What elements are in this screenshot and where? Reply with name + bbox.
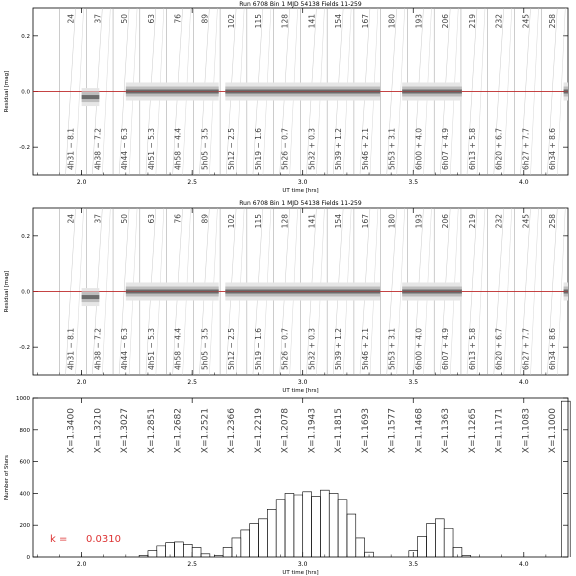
- histogram-bar: [192, 547, 201, 557]
- airmass-label: X=1.2521: [200, 408, 211, 454]
- field-number: 258: [548, 214, 558, 229]
- k-value: 0.0310: [86, 534, 121, 545]
- x-axis-label: UT time [hrs]: [282, 188, 319, 194]
- field-number: 154: [334, 214, 344, 229]
- field-coordinate: 5h12 − 2.5: [227, 127, 237, 170]
- histogram-bar: [418, 536, 427, 557]
- field-number: 206: [441, 14, 451, 29]
- field-coordinate: 5h53 + 3.1: [387, 127, 397, 170]
- field-number: 141: [307, 14, 317, 29]
- panel-1: [4, 200, 568, 394]
- y-tick-label: 0.0: [21, 289, 30, 296]
- field-number: 89: [200, 14, 210, 24]
- airmass-label: X=1.3027: [120, 408, 131, 454]
- field-number: 219: [467, 14, 477, 29]
- field-number: 206: [441, 214, 451, 229]
- field-number: 76: [173, 214, 183, 224]
- histogram-bar: [561, 401, 570, 557]
- histogram-bar: [329, 493, 338, 557]
- x-tick-label: 3.0: [297, 179, 308, 186]
- histogram-bar: [444, 528, 453, 557]
- field-coordinate: 6h00 + 4.0: [414, 327, 424, 370]
- field-coordinate: 4h51 − 5.3: [146, 127, 156, 170]
- field-coordinate: 4h58 − 4.4: [173, 127, 183, 170]
- chart-title: Run 6708 Bin 1 MJD 54138 Fields 11-259: [239, 1, 362, 8]
- y-tick-label: 1000: [16, 396, 30, 402]
- residual-band-core: [82, 295, 100, 299]
- y-axis-label: Residual [mag]: [4, 70, 10, 113]
- airmass-label: X=1.1265: [467, 408, 478, 454]
- x-tick-label: 2.5: [187, 561, 197, 568]
- airmass-label: X=1.2219: [253, 408, 264, 454]
- field-number: 115: [253, 214, 263, 229]
- field-coordinate: 4h31 − 8.1: [66, 327, 76, 370]
- airmass-label: X=1.3210: [93, 408, 104, 454]
- x-tick-label: 2.5: [187, 379, 197, 386]
- field-number: 167: [360, 214, 370, 229]
- field-number: 232: [494, 14, 504, 29]
- field-coordinate: 5h39 + 1.2: [334, 127, 344, 170]
- histogram-bar: [232, 538, 241, 557]
- panel-0: [4, 1, 568, 194]
- histogram-bar: [303, 492, 312, 557]
- y-tick-label: 0.0: [21, 89, 30, 96]
- field-number: 102: [227, 14, 237, 29]
- field-coordinate: 5h26 − 0.7: [280, 327, 290, 370]
- field-coordinate: 5h46 + 2.1: [360, 127, 370, 170]
- field-coordinate: 6h27 + 7.7: [521, 127, 531, 170]
- histogram-bar: [276, 500, 285, 557]
- x-tick-label: 2.0: [76, 379, 87, 386]
- airmass-label: X=1.1000: [548, 408, 559, 454]
- chart-title: Run 6708 Bin 1 MJD 54138 Fields 11-259: [239, 200, 362, 207]
- airmass-label: X=1.2366: [227, 408, 238, 454]
- y-axis-label: Residual [mag]: [4, 270, 10, 313]
- histogram-bar: [183, 544, 192, 557]
- histogram-bar: [338, 500, 347, 557]
- field-coordinate: 4h31 − 8.1: [66, 127, 76, 170]
- field-number: 63: [146, 14, 156, 24]
- field-number: 154: [334, 14, 344, 29]
- y-tick-label: -0.2: [19, 345, 30, 352]
- histogram-bar: [174, 542, 183, 557]
- histogram-bar: [347, 514, 356, 557]
- field-coordinate: 5h05 − 3.5: [200, 127, 210, 170]
- field-number: 193: [414, 214, 424, 229]
- field-number: 141: [307, 214, 317, 229]
- x-tick-label: 4.0: [519, 561, 529, 568]
- x-tick-label: 2.0: [76, 561, 87, 568]
- histogram-bar: [356, 538, 365, 557]
- field-number: 219: [467, 214, 477, 229]
- y-tick-label: 600: [19, 459, 30, 466]
- histogram-bar: [223, 547, 232, 557]
- field-coordinate: 6h20 + 6.7: [494, 327, 504, 370]
- field-coordinate: 5h05 − 3.5: [200, 327, 210, 370]
- field-coordinate: 4h58 − 4.4: [173, 327, 183, 370]
- field-coordinate: 5h19 − 1.6: [253, 127, 263, 170]
- airmass-label: X=1.2682: [173, 408, 184, 454]
- airmass-label: X=1.1468: [414, 408, 425, 454]
- field-number: 89: [200, 214, 210, 224]
- field-coordinate: 6h34 + 8.6: [548, 327, 558, 370]
- field-coordinate: 4h51 − 5.3: [146, 327, 156, 370]
- field-number: 245: [521, 214, 531, 229]
- x-tick-label: 3.0: [297, 379, 308, 386]
- x-tick-label: 3.5: [408, 179, 419, 186]
- x-tick-label: 4.0: [519, 379, 529, 386]
- field-coordinate: 5h12 − 2.5: [227, 327, 237, 370]
- histogram-bar: [312, 497, 321, 557]
- field-coordinate: 6h13 + 5.8: [467, 127, 477, 170]
- y-axis-label: Number of Stars: [4, 454, 10, 501]
- field-number: 128: [280, 214, 290, 229]
- field-number: 37: [93, 214, 103, 224]
- x-axis-label: UT time [hrs]: [282, 570, 319, 576]
- field-number: 128: [280, 14, 290, 29]
- x-tick-label: 2.0: [76, 179, 87, 186]
- field-coordinate: 6h27 + 7.7: [521, 327, 531, 370]
- field-number: 193: [414, 14, 424, 29]
- field-number: 167: [360, 14, 370, 29]
- field-coordinate: 6h07 + 4.9: [441, 327, 451, 370]
- field-coordinate: 6h20 + 6.7: [494, 127, 504, 170]
- histogram-bar: [320, 490, 329, 557]
- histogram-bar: [267, 509, 276, 557]
- histogram-bar: [294, 495, 303, 557]
- panel-2: [4, 396, 570, 576]
- field-coordinate: 5h26 − 0.7: [280, 127, 290, 170]
- airmass-label: X=1.1083: [521, 408, 532, 454]
- histogram-bar: [157, 546, 166, 557]
- y-tick-label: 0: [26, 555, 30, 561]
- field-number: 180: [387, 214, 397, 229]
- field-number: 180: [387, 14, 397, 29]
- field-number: 102: [227, 214, 237, 229]
- airmass-label: X=1.1815: [334, 408, 345, 454]
- field-coordinate: 4h44 − 6.3: [120, 127, 130, 170]
- airmass-label: X=1.2851: [146, 408, 157, 454]
- field-coordinate: 6h34 + 8.6: [548, 127, 558, 170]
- airmass-label: X=1.1693: [360, 408, 371, 454]
- histogram-bar: [258, 519, 267, 557]
- field-number: 24: [66, 214, 76, 224]
- airmass-label: X=1.1363: [441, 408, 452, 454]
- field-coordinate: 4h38 − 7.2: [93, 127, 103, 170]
- field-coordinate: 5h32 + 0.3: [307, 327, 317, 370]
- x-tick-label: 3.5: [408, 379, 419, 386]
- histogram-bar: [285, 493, 294, 557]
- x-axis-label: UT time [hrs]: [282, 388, 319, 394]
- histogram-bar: [148, 551, 157, 557]
- y-tick-label: 800: [19, 427, 30, 434]
- airmass-label: X=1.1171: [494, 408, 505, 454]
- x-tick-label: 3.0: [297, 561, 308, 568]
- x-tick-label: 4.0: [519, 179, 529, 186]
- y-tick-label: 200: [19, 523, 30, 530]
- field-number: 232: [494, 214, 504, 229]
- field-number: 76: [173, 14, 183, 24]
- field-number: 24: [66, 14, 76, 24]
- field-coordinate: 6h13 + 5.8: [467, 327, 477, 370]
- field-coordinate: 4h38 − 7.2: [93, 327, 103, 370]
- field-coordinate: 5h53 + 3.1: [387, 327, 397, 370]
- residual-band-core: [82, 95, 100, 99]
- y-tick-label: 0.2: [21, 33, 30, 40]
- field-coordinate: 6h07 + 4.9: [441, 127, 451, 170]
- field-number: 258: [548, 14, 558, 29]
- x-tick-label: 2.5: [187, 179, 197, 186]
- field-coordinate: 5h19 − 1.6: [253, 327, 263, 370]
- y-tick-label: 0.2: [21, 233, 30, 240]
- k-label: k =: [50, 534, 68, 545]
- airmass-label: X=1.1943: [307, 408, 318, 454]
- field-coordinate: 4h44 − 6.3: [120, 327, 130, 370]
- airmass-label: X=1.2078: [280, 408, 291, 454]
- airmass-label: X=1.3400: [66, 408, 77, 454]
- field-number: 115: [253, 14, 263, 29]
- airmass-label: X=1.1577: [387, 408, 398, 454]
- field-coordinate: 5h32 + 0.3: [307, 127, 317, 170]
- field-coordinate: 6h00 + 4.0: [414, 127, 424, 170]
- y-tick-label: 400: [19, 491, 30, 498]
- field-coordinate: 5h46 + 2.1: [360, 327, 370, 370]
- field-number: 63: [146, 214, 156, 224]
- histogram-bar: [201, 554, 210, 557]
- field-number: 50: [120, 14, 130, 24]
- histogram-bar: [250, 524, 259, 557]
- histogram-bar: [435, 519, 444, 557]
- field-number: 50: [120, 214, 130, 224]
- histogram-bar: [427, 524, 436, 557]
- histogram-bar: [241, 530, 250, 557]
- field-number: 37: [93, 14, 103, 24]
- x-tick-label: 3.5: [408, 561, 419, 568]
- field-number: 245: [521, 14, 531, 29]
- field-coordinate: 5h39 + 1.2: [334, 327, 344, 370]
- y-tick-label: -0.2: [19, 145, 30, 152]
